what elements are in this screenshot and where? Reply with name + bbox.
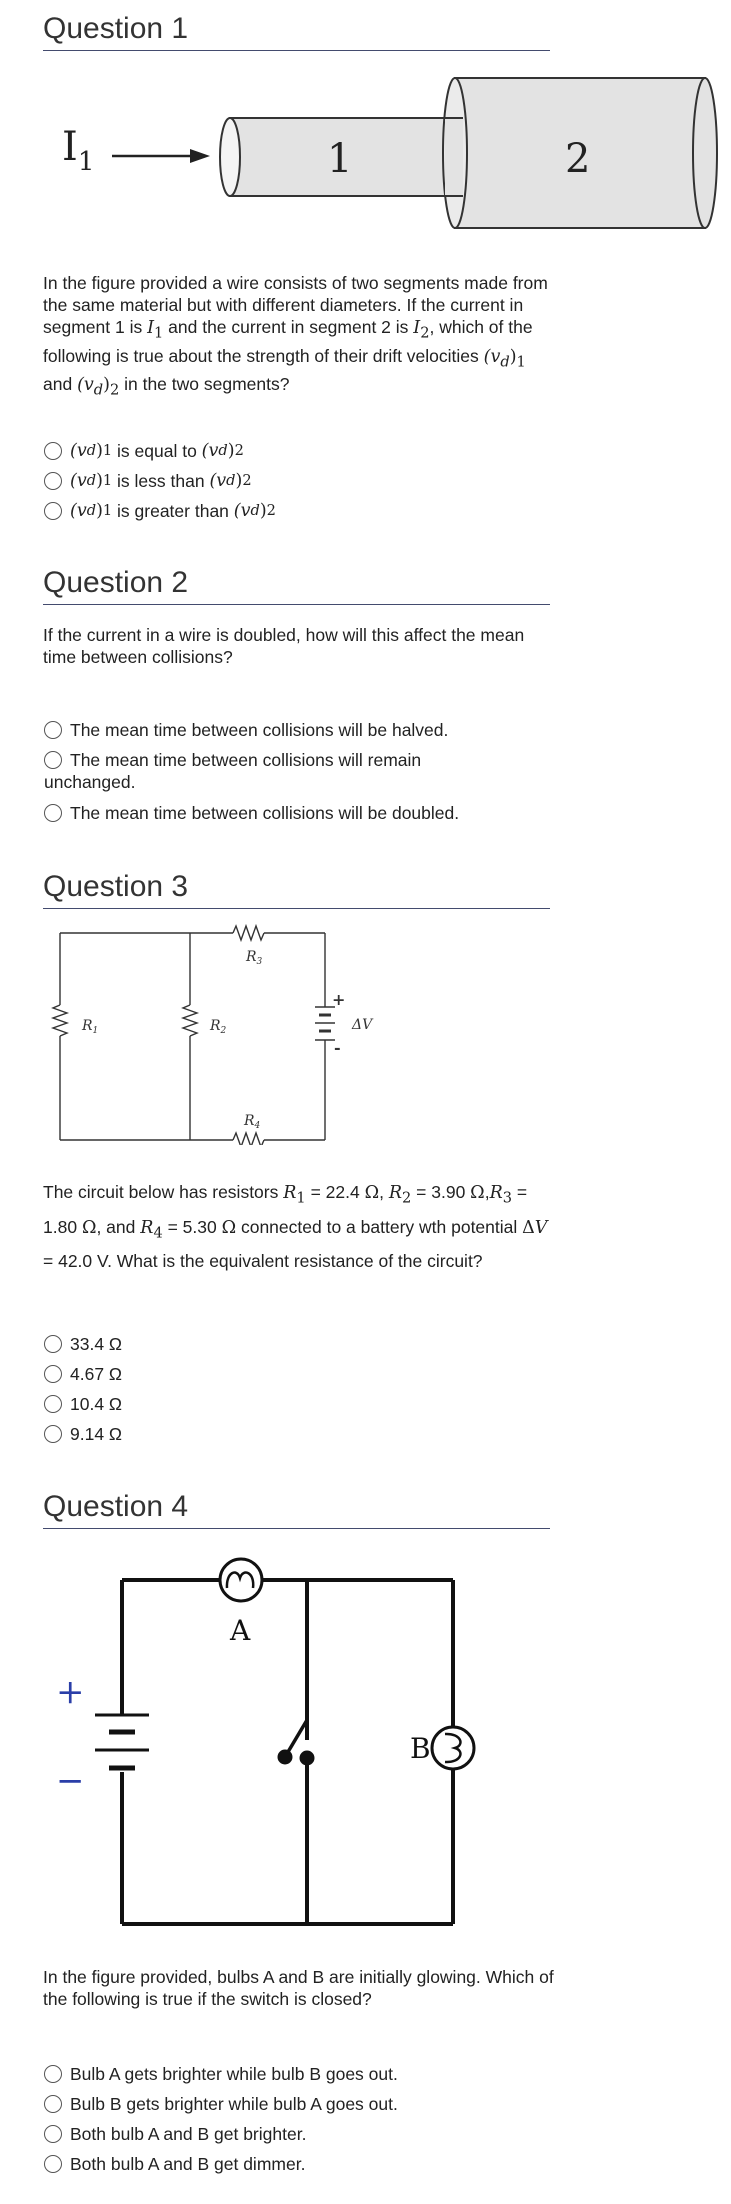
bulb-switch-circuit-figure: [40, 1550, 500, 1930]
q1-option-3[interactable]: (v d ) 1 is greater than (v d ) 2: [44, 500, 276, 522]
q4-option-3[interactable]: Both bulb A and B get brighter.: [44, 2123, 306, 2145]
r4-label: $R_4$: [244, 1113, 261, 1131]
wire-segment-1-end: [220, 118, 240, 196]
q4-option-2[interactable]: Bulb B gets brighter while bulb A goes out.: [44, 2093, 398, 2115]
q3-option-1-radio[interactable]: [44, 1335, 62, 1353]
current-label: $I_1$: [62, 124, 95, 177]
r1-label: $R_1$: [82, 1018, 99, 1036]
question-2-title: Question 2: [43, 566, 189, 599]
segment-2-label: 2: [565, 136, 591, 182]
question-3-text: The circuit below has resistors $R_1 = 22.4$ Ω, $R_2 = 3.90$ $\Omega,R_3 = 1.80$ Ω, and $R_4 = 5.30$ Ω connected to a battery wth potential ΔV = 42.0 V. What is the equivalent resistance of the circuit?: [43, 1182, 548, 1271]
battery-plus: +: [56, 1672, 85, 1712]
resistor-circuit-figure: [40, 915, 380, 1145]
battery-symbol: [95, 1715, 149, 1768]
q3-option-1[interactable]: 33.4 Ω: [44, 1333, 122, 1355]
q2-option-2[interactable]: The mean time between collisions will remain unchanged.: [44, 750, 422, 792]
q1-option-1-radio[interactable]: [44, 442, 62, 460]
question-1-divider: [43, 50, 550, 51]
q4-option-4-radio[interactable]: [44, 2155, 62, 2173]
q3-option-2-radio[interactable]: [44, 1365, 62, 1383]
question-1-text: In the figure provided a wire consists of two segments made from the same material but with different diameters. If the current in segment 1 is $I_1$ and the current in segment 2 is $I_2$, which of the following is true about the strength of their drift velocities $(v_d)_1$ and $(v_d)_2$ in the two segments?: [43, 273, 548, 399]
bulb-b-label: B: [410, 1732, 431, 1765]
question-3-divider: [43, 908, 550, 909]
battery-symbol: [315, 1007, 335, 1040]
bulb-b: [432, 1727, 474, 1769]
q1-option-2[interactable]: (v d ) 1 is less than (v d ) 2: [44, 470, 252, 492]
q3-option-4[interactable]: 9.14 Ω: [44, 1423, 122, 1445]
q1-option-3-radio[interactable]: [44, 502, 62, 520]
resistor-r1: [53, 1005, 67, 1036]
wire-segments-figure: [40, 70, 720, 240]
dv-label: ΔV: [352, 1017, 373, 1033]
q2-option-3-radio[interactable]: [44, 804, 62, 822]
battery-minus: −: [56, 1761, 85, 1801]
q1-option-2-radio[interactable]: [44, 472, 62, 490]
q2-option-1-radio[interactable]: [44, 721, 62, 739]
q4-option-1-radio[interactable]: [44, 2065, 62, 2083]
q4-option-2-radio[interactable]: [44, 2095, 62, 2113]
battery-plus: +: [332, 990, 346, 1009]
wire-segment-2-end: [693, 78, 717, 228]
q4-option-3-radio[interactable]: [44, 2125, 62, 2143]
question-4-divider: [43, 1528, 550, 1529]
resistor-r4: [233, 1133, 264, 1145]
question-2-divider: [43, 604, 550, 605]
q2-option-1[interactable]: The mean time between collisions will be halved.: [44, 719, 564, 741]
question-4-text: In the figure provided, bulbs A and B are initially glowing. Which of the following is true if the switch is closed?: [43, 1967, 554, 2009]
battery-minus: -: [334, 1038, 341, 1057]
current-arrowhead: [190, 149, 210, 163]
bulb-a-label: A: [230, 1614, 251, 1647]
q4-option-4[interactable]: Both bulb A and B get dimmer.: [44, 2153, 305, 2175]
question-2-text: If the current in a wire is doubled, how will this affect the mean time between collisions?: [43, 625, 525, 667]
q2-option-3[interactable]: The mean time between collisions will be doubled.: [44, 802, 564, 824]
question-4-title: Question 4: [43, 1490, 189, 1523]
q2-option-2-radio[interactable]: [44, 751, 62, 769]
r3-label: $R_3$: [246, 949, 263, 967]
q1-option-1[interactable]: (v d ) 1 is equal to (v d ) 2: [44, 440, 244, 462]
bulb-a: [220, 1559, 262, 1601]
resistor-r2: [183, 1005, 197, 1036]
q3-option-3-radio[interactable]: [44, 1395, 62, 1413]
q3-option-4-radio[interactable]: [44, 1425, 62, 1443]
q4-option-1[interactable]: Bulb A gets brighter while bulb B goes out.: [44, 2063, 398, 2085]
q3-option-3[interactable]: 10.4 Ω: [44, 1393, 122, 1415]
resistor-r3: [233, 926, 264, 940]
q3-option-2[interactable]: 4.67 Ω: [44, 1363, 122, 1385]
segment-1-label: 1: [327, 136, 353, 182]
question-1-title: Question 1: [43, 12, 189, 45]
r2-label: $R_2$: [210, 1018, 227, 1036]
question-3-title: Question 3: [43, 870, 189, 903]
